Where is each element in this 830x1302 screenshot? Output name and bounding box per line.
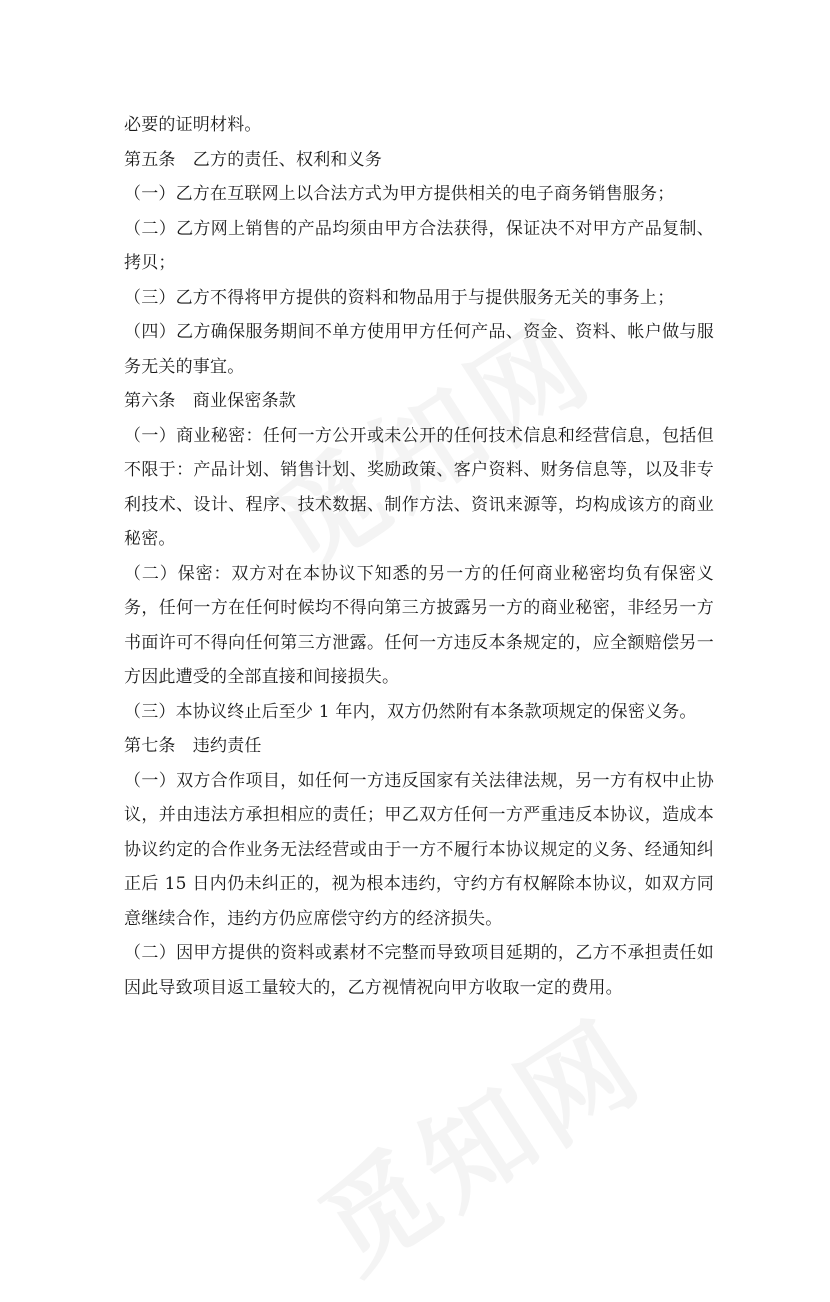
clause-item: （四）乙方确保服务期间不单方使用甲方任何产品、资金、资料、帐户做与服务无关的事宜。 <box>124 322 714 377</box>
clause-item: （三）本协议终止后至少 1 年内，双方仍然附有本条款项规定的保密义务。 <box>124 701 697 722</box>
clause-item: （二）保密：双方对在本协议下知悉的另一方的任何商业秘密均负有保密义务，任何一方在任何时候均不得向第三方披露另一方的商业秘密，非经另一方书面许可不得向任何第三方泄露。任何一方违反本条规定的，应全额赔偿另一方因此遭受的全部直接和间接损失。 <box>124 563 714 687</box>
body-paragraph: 必要的证明材料。 <box>124 115 262 135</box>
section-heading-7: 第七条 违约责任 <box>124 736 262 756</box>
document-body <box>124 108 714 1005</box>
clause-item: （二）因甲方提供的资料或素材不完整而导致项目延期的，乙方不承担责任如因此导致项目返工量较大的，乙方视情祝向甲方收取一定的费用。 <box>124 943 714 998</box>
watermark <box>286 976 669 1301</box>
section-heading-5: 第五条 乙方的责任、权利和义务 <box>124 149 382 170</box>
clause-item: （二）乙方网上销售的产品均须由甲方合法获得，保证决不对甲方产品复制、拷贝； <box>124 218 714 273</box>
section-heading-6: 第六条 商业保密条款 <box>124 391 296 411</box>
clause-item: （一）乙方在互联网上以合法方式为甲方提供相关的电子商务销售服务； <box>124 184 675 204</box>
clause-item: （一）双方合作项目，如任何一方违反国家有关法律法规，另一方有权中止协议，并由违法方承担相应的责任；甲乙双方任何一方严重违反本协议，造成本协议约定的合作业务无法经营或由于一方不履行本协议规定的义务、经通知纠正后 15 日内仍未纠正的，视为根本违约，守约方有权解除本协议，如双方同意继续合作，违约方仍应席偿守约方的经济损失。 <box>124 770 714 929</box>
clause-item: （一）商业秘密：任何一方公开或未公开的任何技术信息和经营信息，包括但不限于：产品计划、销售计划、奖励政策、客户资料、财务信息等，以及非专利技术、设计、程序、技术数据、制作方法、资讯来源等，均构成该方的商业秘密。 <box>124 425 714 549</box>
clause-item: （三）乙方不得将甲方提供的资料和物品用于与提供服务无关的事务上； <box>124 287 675 308</box>
